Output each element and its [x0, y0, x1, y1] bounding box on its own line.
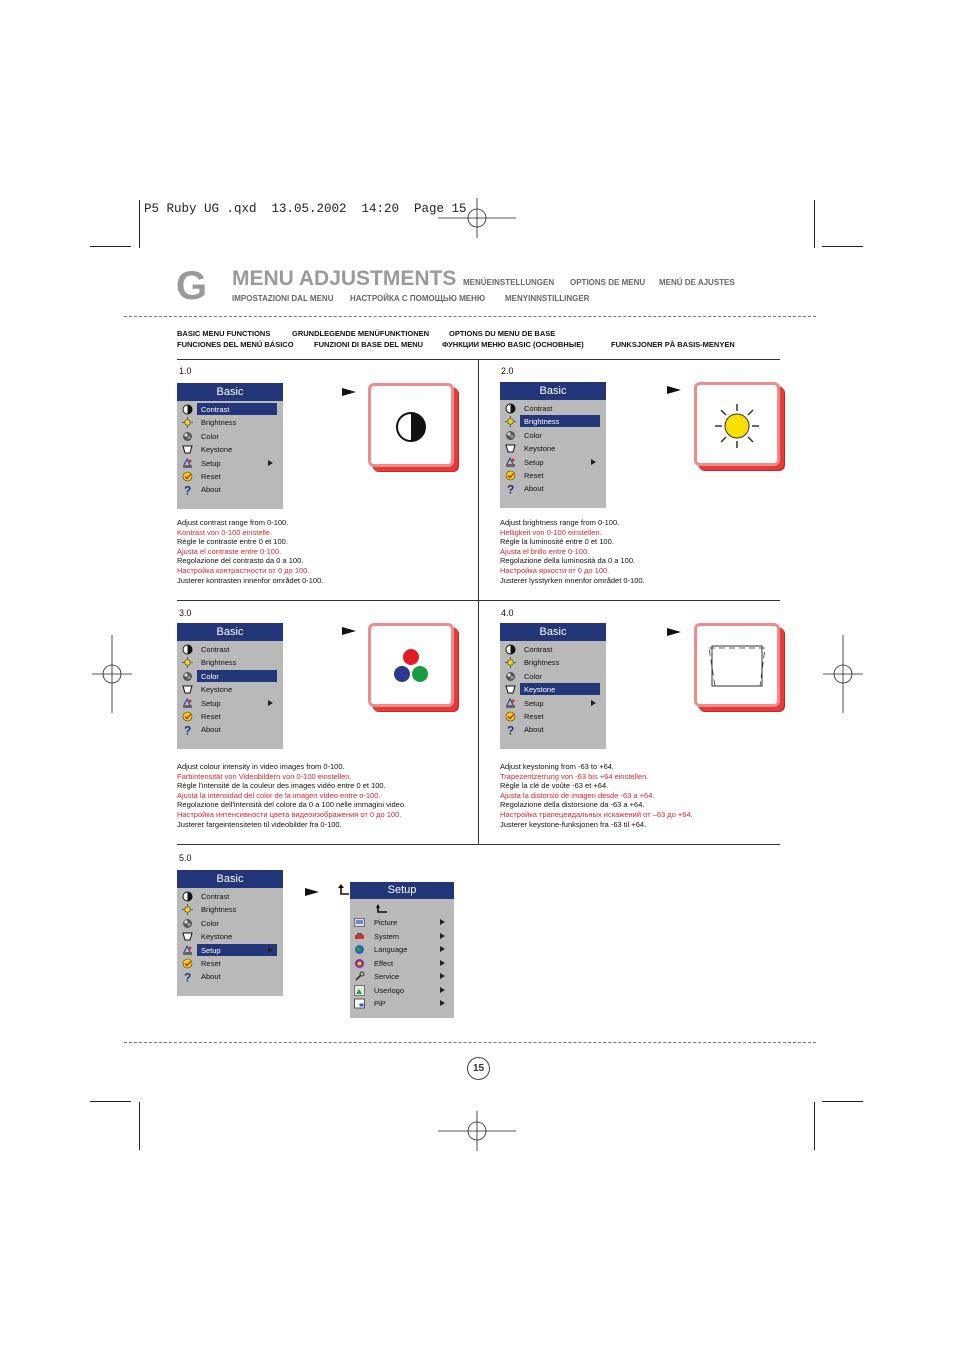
- menu-item-reset[interactable]: [500, 710, 606, 723]
- menu-item-keystone[interactable]: [177, 930, 283, 943]
- registration-mark-right: [823, 635, 863, 713]
- submenu-arrow-icon: [440, 946, 445, 952]
- crop-mark: [822, 1101, 863, 1102]
- description-line: Justerer kontrasten innenfor området 0-100.: [177, 575, 324, 585]
- about-icon: [505, 724, 516, 735]
- subtitle: MENÚ DE AJUSTES: [659, 278, 735, 287]
- description: [177, 518, 323, 585]
- menu-item-contrast[interactable]: [500, 402, 606, 415]
- menu-item-label: Brightness: [201, 418, 237, 428]
- setup-item-effect[interactable]: [350, 957, 454, 970]
- menu-item-brightness[interactable]: [177, 416, 283, 429]
- system-icon: [354, 931, 365, 942]
- menu-item-brightness[interactable]: [177, 656, 283, 669]
- menu-item-label: Setup: [524, 698, 544, 708]
- menu-item-about[interactable]: [500, 723, 606, 736]
- menu-item-label: About: [524, 725, 544, 735]
- menu-item-setup[interactable]: [177, 697, 283, 710]
- setup-item-label: Picture: [374, 918, 398, 927]
- menu-item-label: Reset: [201, 712, 221, 721]
- crop-mark: [822, 246, 863, 247]
- menu-item-label: About: [524, 484, 544, 494]
- userlogo-icon: [354, 985, 365, 996]
- subtitle: MENÜEINSTELLUNGEN: [463, 278, 555, 287]
- menu-item-brightness[interactable]: [177, 903, 283, 916]
- setup-item-label: Language: [374, 945, 408, 954]
- contrast-icon: [182, 891, 193, 902]
- divider: [124, 1042, 816, 1043]
- menu-item-label: Brightness: [201, 658, 237, 668]
- brightness-icon: [182, 417, 193, 428]
- menu-item-reset[interactable]: [177, 710, 283, 723]
- svg-text:?: ?: [507, 724, 515, 736]
- divider: [124, 316, 816, 317]
- menu-item-label: Contrast: [201, 892, 230, 901]
- menu-item-about[interactable]: [177, 723, 283, 736]
- contrast-icon: [371, 386, 451, 464]
- submenu-arrow-icon: [440, 1000, 445, 1006]
- description-line: Regolazione del contrasto da 0 a 100.: [177, 556, 304, 566]
- contrast-screen: [368, 383, 454, 467]
- reset-icon: [505, 470, 516, 481]
- keystone-screen: [694, 623, 780, 707]
- basic-menu: [500, 382, 606, 508]
- menu-item-label: Keystone: [524, 685, 556, 695]
- setup-icon: [182, 698, 193, 709]
- menu-item-color[interactable]: [177, 917, 283, 930]
- color-icon: [182, 671, 193, 682]
- contrast-icon: [182, 644, 193, 655]
- back-icon: [376, 904, 388, 914]
- menu-item-label: Brightness: [524, 417, 560, 427]
- crop-mark: [90, 246, 131, 247]
- basic-menu: [177, 870, 283, 996]
- basic-menu: [177, 623, 283, 749]
- picture-icon: [354, 917, 365, 928]
- color-icon: [182, 431, 193, 442]
- setup-item-pip[interactable]: [350, 997, 454, 1010]
- menu-item-label: Keystone: [201, 445, 233, 455]
- description: [500, 518, 645, 585]
- menu-item-label: Brightness: [201, 905, 237, 915]
- description-line: Настройка интенсивности цвета видеоизображения от 0 до 100.: [177, 809, 402, 819]
- menu-item-reset[interactable]: [500, 469, 606, 482]
- page-number: 15: [467, 1057, 490, 1080]
- description-line: Regolazione della distorsione da -63 a +64.: [500, 800, 645, 810]
- menu-item-about[interactable]: [177, 970, 283, 983]
- menu-item-label: Setup: [201, 698, 221, 708]
- brightness-icon: [505, 657, 516, 668]
- setup-icon: [182, 458, 193, 469]
- section-number: 5.0: [179, 853, 192, 863]
- description-line: Adjust contrast range from 0-100.: [177, 518, 289, 527]
- arrow-pointer-icon: [667, 386, 681, 394]
- menu-item-keystone[interactable]: [500, 683, 606, 696]
- subtitle: IMPOSTAZIONI DAL MENU: [232, 294, 334, 303]
- section-number: 4.0: [501, 608, 514, 618]
- reset-icon: [182, 958, 193, 969]
- grid-line: [177, 844, 780, 845]
- crop-mark: [139, 1102, 140, 1150]
- menu-item-contrast[interactable]: [177, 403, 283, 416]
- menu-item-setup[interactable]: [177, 457, 283, 470]
- menu-item-contrast[interactable]: [500, 643, 606, 656]
- setup-item-language[interactable]: [350, 943, 454, 956]
- menu-item-label: About: [201, 972, 221, 982]
- brightness-icon: [182, 657, 193, 668]
- description-line: Настройка трапецеидальных искажений от –63 до +64.: [500, 809, 693, 819]
- description-line: Justerer lysstyrken innenfor området 0-100.: [500, 575, 645, 585]
- arrow-pointer-icon: [342, 388, 356, 396]
- section-header: FUNCIONES DEL MENÚ BÁSICO: [177, 340, 294, 349]
- menu-item-label: Contrast: [524, 645, 553, 654]
- menu-item-label: Color: [524, 671, 542, 681]
- setup-icon: [505, 457, 516, 468]
- section-header: OPTIONS DU MENU DE BASE: [449, 329, 556, 338]
- keystone-icon: [182, 444, 193, 455]
- description: [500, 762, 693, 829]
- section-header: GRUNDLEGENDE MENÜFUNKTIONEN: [292, 329, 430, 338]
- section-number: 3.0: [179, 608, 192, 618]
- arrow-pointer-icon: [342, 627, 356, 635]
- menu-item-label: Reset: [201, 472, 221, 481]
- color-icon: [182, 918, 193, 929]
- description-line: Règle la clé de voûte -63 et +64.: [500, 781, 609, 791]
- setup-item-label: Service: [374, 972, 400, 981]
- page-title: MENU ADJUSTMENTS: [232, 267, 457, 290]
- menu-item-color[interactable]: [500, 670, 606, 683]
- brightness-icon: [182, 904, 193, 915]
- return-icon: [338, 884, 350, 896]
- menu-title: Basic: [177, 870, 283, 888]
- reset-icon: [505, 711, 516, 722]
- description-line: Kontrast von 0-100 einstelle.: [177, 527, 273, 537]
- setup-menu: [350, 882, 454, 1018]
- menu-item-label: Keystone: [201, 685, 233, 695]
- description-line: Настройка яркости от 0 до 100.: [500, 565, 610, 575]
- setup-menu-title: Setup: [350, 882, 454, 899]
- keystone-icon: [182, 931, 193, 942]
- arrow-pointer-icon: [667, 628, 681, 636]
- submenu-arrow-icon: [440, 960, 445, 966]
- setup-item-system[interactable]: [350, 930, 454, 943]
- description-line: Настройка контрастности от 0 до 100.: [177, 565, 310, 575]
- description-line: Farbintensität von Videobildern von 0-100 einstellen.: [177, 771, 352, 781]
- svg-text:?: ?: [184, 724, 192, 736]
- section-header: FUNKSJONER PÅ BASIS-MENYEN: [611, 340, 735, 349]
- brightness-screen: [694, 382, 780, 466]
- menu-item-color[interactable]: [177, 430, 283, 443]
- description-line: Ajusta el brillo entre 0-100.: [500, 546, 590, 556]
- contrast-icon: [182, 404, 193, 415]
- file-slug: P5 Ruby UG .qxd 13.05.2002 14:20 Page 15: [144, 202, 467, 216]
- menu-item-color[interactable]: [500, 429, 606, 442]
- menu-item-setup[interactable]: [500, 697, 606, 710]
- submenu-arrow-icon: [440, 987, 445, 993]
- description-line: Trapezentzerrung von -63 bis +64 einstellen.: [500, 771, 649, 781]
- menu-item-keystone[interactable]: [177, 683, 283, 696]
- keystone-icon: [697, 626, 777, 704]
- description-line: Adjust brightness range from 0-100.: [500, 518, 620, 527]
- menu-item-setup[interactable]: [177, 944, 283, 957]
- menu-item-contrast[interactable]: [177, 643, 283, 656]
- subtitle: OPTIONS DE MENU: [570, 278, 646, 287]
- crop-mark: [90, 1101, 131, 1102]
- menu-item-contrast[interactable]: [177, 890, 283, 903]
- menu-item-label: Setup: [524, 457, 544, 467]
- setup-icon: [182, 945, 193, 956]
- description-line: Règle la luminosité entre 0 et 100.: [500, 537, 614, 547]
- description-line: Règle le contraste entre 0 et 100.: [177, 537, 288, 547]
- crop-mark: [814, 200, 815, 248]
- section-number: 2.0: [501, 366, 514, 376]
- menu-item-about[interactable]: [177, 483, 283, 496]
- menu-item-label: Color: [201, 431, 219, 441]
- effect-icon: [354, 958, 365, 969]
- menu-item-label: Reset: [524, 471, 544, 480]
- registration-mark-bottom: [438, 1111, 516, 1151]
- section-number: 1.0: [179, 366, 192, 376]
- about-icon: [505, 483, 516, 494]
- setup-item-label: PiP: [374, 999, 386, 1008]
- language-icon: [354, 944, 365, 955]
- menu-item-label: Brightness: [524, 658, 560, 668]
- reset-icon: [182, 471, 193, 482]
- submenu-arrow-icon: [440, 919, 445, 925]
- description-line: Ajusta la distorsió de imagen desde -63 a +64.: [500, 790, 655, 800]
- pip-icon: [354, 998, 365, 1009]
- keystone-icon: [182, 684, 193, 695]
- description-line: Regolazione dell'intensità del colore da 0 a 100 nelle immagini video.: [177, 800, 407, 810]
- crop-mark: [139, 200, 140, 248]
- description-line: Justerer keystone-funksjonen fra -63 til +64.: [500, 819, 647, 829]
- menu-item-label: Contrast: [201, 645, 230, 654]
- setup-item-picture[interactable]: [350, 916, 454, 929]
- menu-item-label: Setup: [201, 945, 221, 955]
- about-icon: [182, 971, 193, 982]
- menu-item-label: Color: [201, 671, 219, 681]
- description-line: Regolazione della luminosità da 0 a 100.: [500, 556, 636, 566]
- color-screen: [368, 623, 454, 707]
- keystone-icon: [505, 443, 516, 454]
- menu-item-color[interactable]: [177, 670, 283, 683]
- menu-title: Basic: [500, 382, 606, 400]
- setup-item-userlogo[interactable]: [350, 984, 454, 997]
- contrast-icon: [505, 403, 516, 414]
- menu-item-setup[interactable]: [500, 456, 606, 469]
- setup-item-label: Effect: [374, 958, 394, 968]
- menu-item-label: Reset: [524, 712, 544, 721]
- menu-item-label: Keystone: [201, 932, 233, 942]
- section-header: ФУНКЦИИ МЕНЮ BASIC (ОСНОВНЫЕ): [442, 340, 584, 349]
- keystone-icon: [505, 684, 516, 695]
- setup-item-service[interactable]: [350, 970, 454, 983]
- menu-item-reset[interactable]: [177, 470, 283, 483]
- menu-item-keystone[interactable]: [500, 442, 606, 455]
- section-header: BASIC MENU FUNCTIONS: [177, 329, 271, 338]
- menu-item-reset[interactable]: [177, 957, 283, 970]
- menu-item-brightness[interactable]: [500, 656, 606, 669]
- menu-item-brightness[interactable]: [500, 415, 606, 428]
- service-icon: [354, 971, 365, 982]
- menu-item-label: Color: [201, 918, 219, 928]
- color-icon: [505, 430, 516, 441]
- menu-item-label: About: [201, 725, 221, 735]
- crop-mark: [814, 1102, 815, 1150]
- menu-title: Basic: [177, 383, 283, 401]
- reset-icon: [182, 711, 193, 722]
- submenu-arrow-icon: [268, 700, 273, 706]
- svg-text:?: ?: [184, 971, 192, 983]
- submenu-arrow-icon: [268, 460, 273, 466]
- color-icon: [505, 671, 516, 682]
- setup-item-label: Userlogo: [374, 985, 405, 995]
- menu-item-label: Keystone: [524, 444, 556, 454]
- svg-text:?: ?: [507, 483, 515, 495]
- brightness-icon: [697, 385, 777, 463]
- submenu-arrow-icon: [268, 947, 273, 953]
- menu-item-label: Contrast: [201, 405, 230, 414]
- menu-item-label: Setup: [201, 458, 221, 468]
- section-letter: G: [176, 264, 208, 308]
- menu-item-label: Contrast: [524, 404, 553, 413]
- description-line: Ajusta el contraste entre 0-100.: [177, 546, 282, 556]
- setup-icon: [505, 698, 516, 709]
- submenu-arrow-icon: [591, 700, 596, 706]
- description-line: Ajusta la intensidad del color de la imagen vídeo entre o-100.: [177, 790, 381, 800]
- about-icon: [182, 484, 193, 495]
- color-icon: [371, 626, 451, 704]
- menu-item-keystone[interactable]: [177, 443, 283, 456]
- description-line: Adjust colour intensity in video images from 0-100.: [177, 762, 345, 771]
- grid-line: [478, 359, 479, 844]
- registration-mark-left: [92, 635, 132, 713]
- description-line: Helligkeit von 0-100 einstellen.: [500, 527, 602, 537]
- submenu-arrow-icon: [591, 459, 596, 465]
- subtitle: MENYINNSTILLINGER: [505, 294, 590, 303]
- menu-item-label: About: [201, 485, 221, 495]
- menu-item-about[interactable]: [500, 482, 606, 495]
- section-header: FUNZIONI DI BASE DEL MENU: [314, 340, 424, 349]
- about-icon: [182, 724, 193, 735]
- description-line: Adjust keystoning from -63 to +64.: [500, 762, 615, 771]
- contrast-icon: [505, 644, 516, 655]
- basic-menu: [500, 623, 606, 749]
- menu-item-label: Reset: [201, 959, 221, 968]
- submenu-arrow-icon: [440, 973, 445, 979]
- brightness-icon: [505, 416, 516, 427]
- description-line: Justerer fargeintensiteten til videobilder fra 0-100.: [177, 819, 342, 829]
- menu-title: Basic: [177, 623, 283, 641]
- basic-menu: [177, 383, 283, 509]
- svg-text:?: ?: [184, 484, 192, 496]
- menu-title: Basic: [500, 623, 606, 641]
- submenu-arrow-icon: [440, 933, 445, 939]
- setup-item-label: System: [374, 931, 400, 941]
- description-line: Règle l'intensité de la couleur des images vidéo entre 0 et 100.: [177, 781, 386, 791]
- arrow-pointer-icon: [305, 888, 319, 896]
- description: [177, 762, 406, 829]
- subtitle: НАСТРОЙКА С ПОМОЩЬЮ МЕНЮ: [350, 294, 486, 303]
- menu-item-label: Color: [524, 430, 542, 440]
